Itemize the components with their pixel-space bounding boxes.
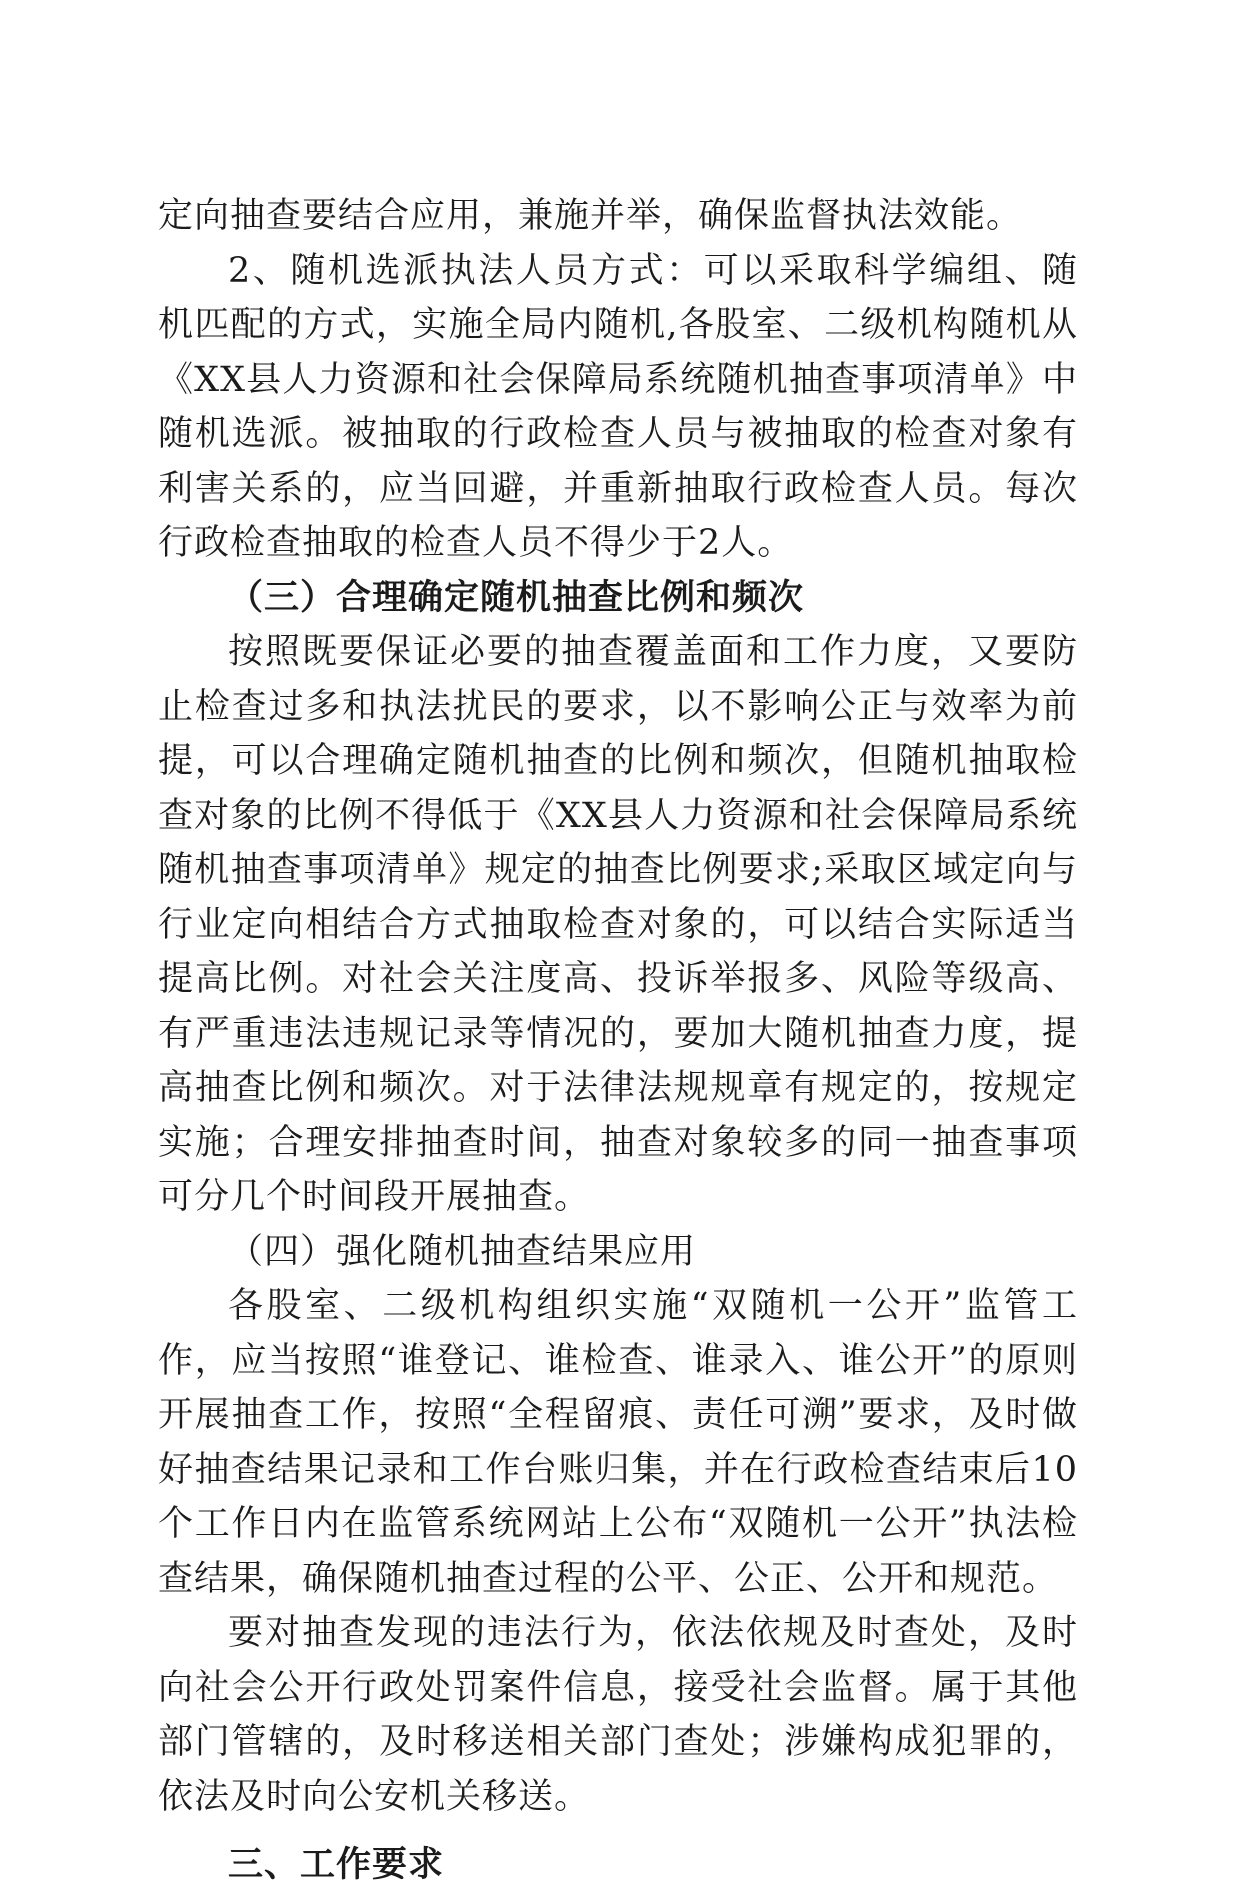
section-heading-work-requirements: 三、工作要求 <box>228 1845 445 1885</box>
subheading-result-application: （四）强化随机抽查结果应用 <box>228 1231 697 1272</box>
subheading-ratio-frequency: （三）合理确定随机抽查比例和频次 <box>228 576 805 618</box>
paragraph-violation-handling: 要对抽查发现的违法行为，依法依规及时查处，及时向社会公开行政处罚案件信息，接受社会监督。属于其他部门管辖的，及时移送相关部门查处；涉嫌构成犯罪的，依法及时向公安机关移送。 <box>158 1613 1078 1817</box>
paragraph-continuation: 定向抽查要结合应用，兼施并举，确保监督执法效能。 <box>158 196 1023 236</box>
paragraph-ratio-frequency: 按照既要保证必要的抽查覆盖面和工作力度，又要防止检查过多和执法扰民的要求，以不影响公正与效率为前提，可以合理确定随机抽查的比例和频次，但随机抽取检查对象的比例不得低于《XX县人力资源和社会保障局系统随机抽查事项清单》规定的抽查比例要求;采取区域定向与行业定向相结合方式抽取检查对象的，可以结合实际适当提高比例。对社会关注度高、投诉举报多、风险等级高、有严重违法违规记录等情况的，要加大随机抽查力度，提高抽查比例和频次。对于法律法规规章有规定的，按规定实施；合理安排抽查时间，抽查对象较多的同一抽查事项可分几个时间段开展抽查。 <box>158 632 1078 1217</box>
paragraph-personnel-selection: 2、随机选派执法人员方式：可以采取科学编组、随机匹配的方式，实施全局内随机,各股室、二级机构随机从《XX县人力资源和社会保障局系统随机抽查事项清单》中随机选派。被抽取的行政检查人员与被抽取的检查对象有利害关系的，应当回避，并重新抽取行政检查人员。每次行政检查抽取的检查人员不得少于2人。 <box>158 250 1078 563</box>
paragraph-result-application: 各股室、二级机构组织实施“双随机一公开”监管工作，应当按照“谁登记、谁检查、谁录入、谁公开”的原则开展抽查工作，按照“全程留痕、责任可溯”要求，及时做好抽查结果记录和工作台账归集，并在行政检查结束后10个工作日内在监管系统网站上公布“双随机一公开”执法检查结果，确保随机抽查过程的公平、公正、公开和规范。 <box>158 1286 1078 1599</box>
document-body <box>158 189 1078 1893</box>
